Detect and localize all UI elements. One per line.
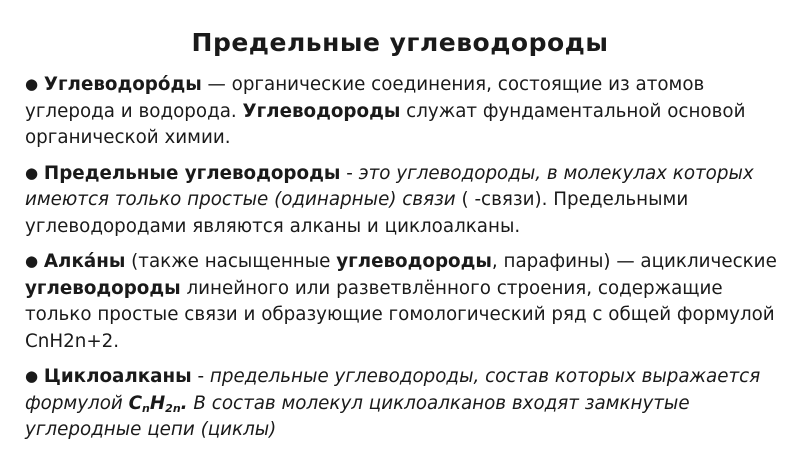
term-hydrocarbons-2: Углеводороды: [242, 100, 401, 122]
definition-italic: предельные углеводороды, состав которых выражается формулой: [25, 366, 761, 414]
separator: -: [191, 366, 210, 387]
paragraph-cycloalkanes: [25, 363, 785, 444]
term-hydrocarbons: Углеводоро́ды: [43, 74, 202, 95]
slide-content: [25, 71, 785, 452]
bullet-icon: ●: [25, 75, 39, 93]
term-hydrocarbons-bold: углеводороды: [336, 251, 492, 272]
separator: -: [340, 162, 359, 184]
formula: [129, 393, 188, 414]
term-cycloalkanes: Циклоалканы: [43, 366, 192, 387]
formula-h: H: [149, 392, 166, 414]
paragraph-alkanes: [25, 248, 785, 355]
definition-text: — органические соединения, состоящие из атомов углерода и водорода.: [25, 74, 705, 122]
definition-text: ( -связи). Предельными углеводородами являются алканы и циклоалканы.: [25, 189, 689, 237]
bullet-icon: ●: [25, 163, 39, 182]
paragraph-saturated: [25, 160, 785, 241]
definition-text-3: линейного или разветвлённого строения, содержащие только простые связи и образующие гомологический ряд с общей формулой CnH2n+2.: [25, 277, 775, 352]
definition-italic: это углеводороды, в молекулах которых имеются только простые (одинарные) связи: [25, 162, 754, 210]
formula-c: C: [128, 392, 143, 414]
slide-title: Предельные углеводороды: [191, 28, 609, 57]
term-saturated-hydrocarbons: Предельные углеводороды: [43, 162, 341, 184]
bullet-icon: ●: [25, 367, 39, 385]
definition-text: (также насыщенные: [125, 251, 337, 272]
definition-italic-2: В состав молекул циклоалканов входят замкнутые углеродные цепи (циклы): [25, 392, 690, 440]
definition-text-2: , парафины) — ациклические: [491, 251, 777, 272]
formula-end: .: [180, 392, 188, 414]
formula-h-sub: 2n: [165, 401, 181, 415]
formula-c-sub: n: [142, 401, 150, 415]
term-alkanes: Алка́ны: [43, 251, 126, 272]
paragraph-hydrocarbons: [25, 71, 785, 152]
bullet-icon: ●: [25, 252, 39, 270]
term-hydrocarbons-bold-2: углеводороды: [25, 277, 181, 299]
definition-text-2: служат фундаментальной основой органической химии.: [25, 100, 746, 148]
